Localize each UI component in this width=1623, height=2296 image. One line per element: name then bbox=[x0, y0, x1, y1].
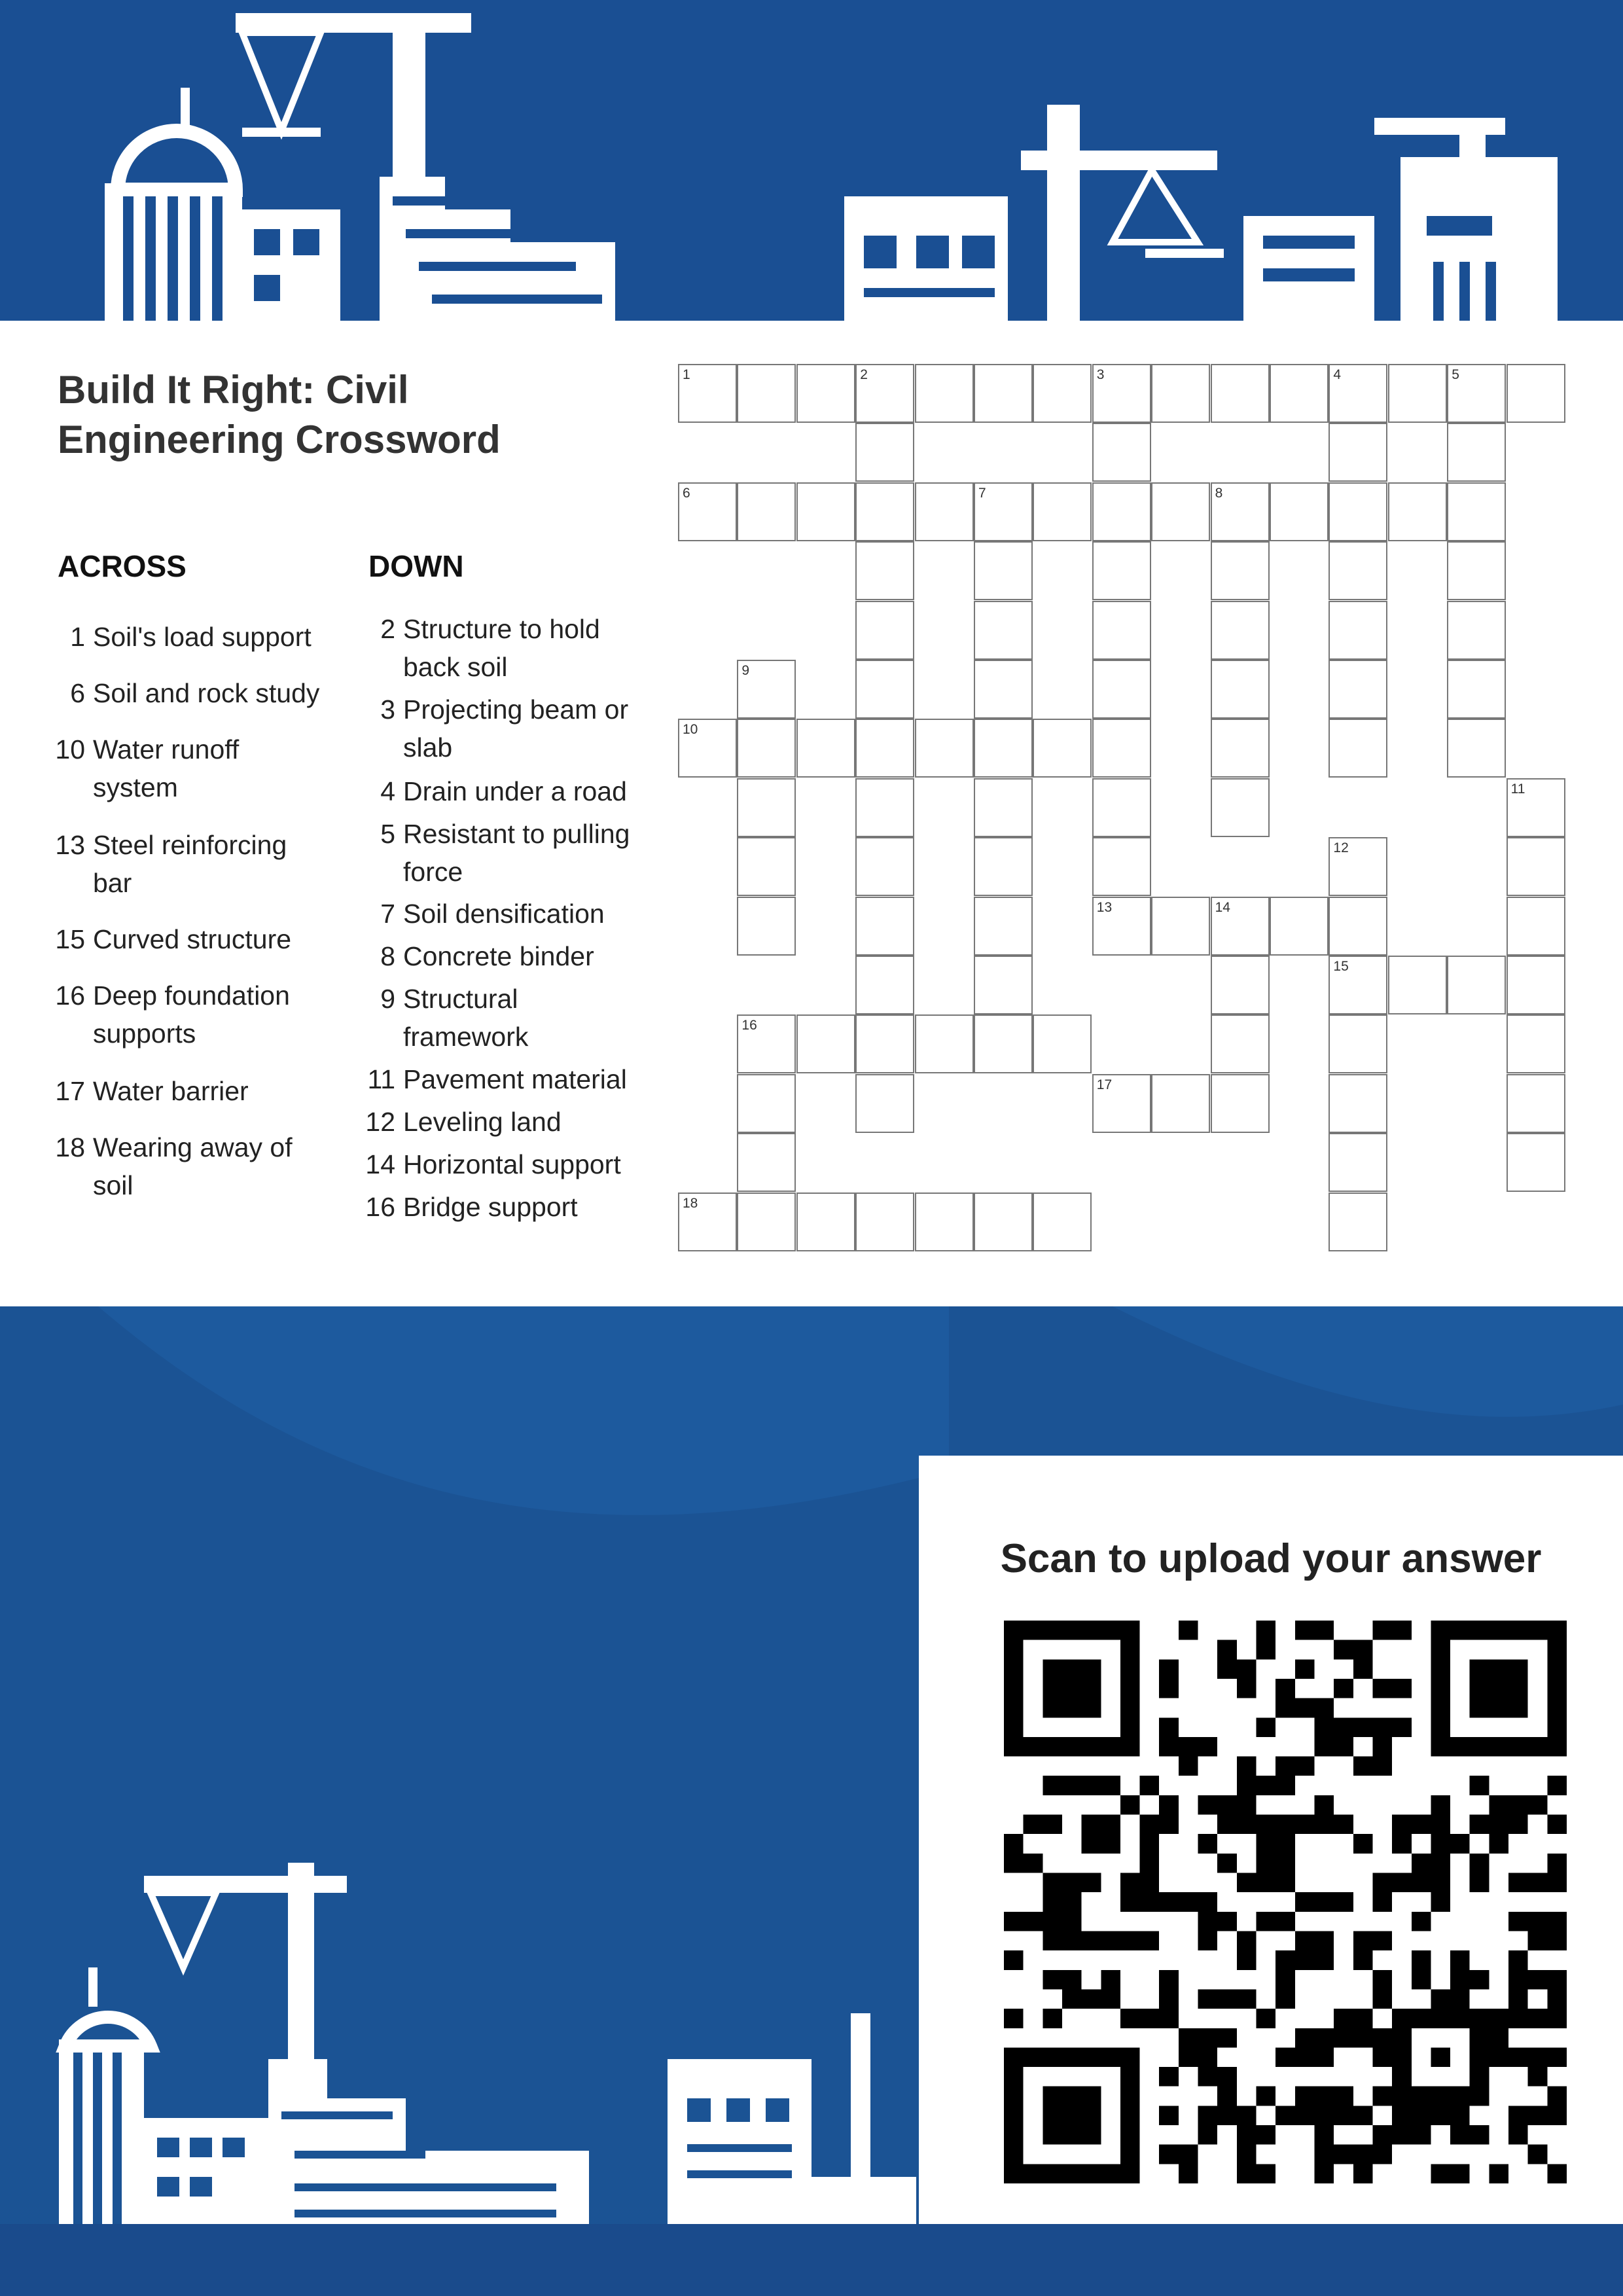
crossword-cell[interactable] bbox=[855, 660, 914, 719]
crossword-cell[interactable] bbox=[915, 1014, 974, 1073]
clue-text: Structure to hold back soil bbox=[403, 614, 600, 682]
down-clue bbox=[356, 980, 592, 1056]
crossword-cell[interactable] bbox=[855, 897, 914, 956]
clue-text: Deep foundation supports bbox=[93, 980, 290, 1049]
clue-number: 9 bbox=[380, 984, 395, 1014]
down-clue bbox=[356, 1060, 670, 1098]
crossword-cell[interactable] bbox=[1329, 482, 1387, 541]
across-heading: ACROSS bbox=[58, 549, 187, 583]
crossword-cell[interactable] bbox=[1092, 364, 1151, 423]
cell-number: 6 bbox=[683, 485, 690, 501]
clue-number: 15 bbox=[55, 924, 85, 954]
crossword-cell[interactable] bbox=[1092, 601, 1151, 660]
crossword-cell[interactable] bbox=[1329, 1014, 1387, 1073]
crossword-cell[interactable] bbox=[678, 719, 737, 778]
crossword-cell[interactable] bbox=[974, 364, 1033, 423]
page-title: Build It Right: Civil Engineering Crossword bbox=[58, 368, 501, 461]
cell-number: 4 bbox=[1333, 367, 1342, 382]
cell-number: 5 bbox=[1452, 367, 1459, 382]
crossword-cell[interactable] bbox=[1447, 956, 1506, 1014]
crossword-cell[interactable] bbox=[1270, 364, 1329, 423]
crossword-cell[interactable] bbox=[1329, 423, 1387, 482]
crossword-cell[interactable] bbox=[1388, 482, 1447, 541]
crossword-cell[interactable] bbox=[1092, 1074, 1151, 1133]
clue-number: 4 bbox=[380, 776, 395, 806]
clue-number: 6 bbox=[70, 678, 85, 708]
across-clue bbox=[46, 977, 327, 1052]
crossword-cell[interactable] bbox=[678, 1193, 737, 1251]
crossword-cell[interactable] bbox=[974, 660, 1033, 719]
clue-number: 7 bbox=[380, 899, 395, 929]
crossword-cell[interactable] bbox=[1211, 364, 1270, 423]
clue-text: Soil's load support bbox=[93, 622, 312, 652]
crossword-cell[interactable] bbox=[974, 719, 1033, 778]
crossword-cell[interactable] bbox=[855, 1014, 914, 1073]
cell-number: 7 bbox=[978, 485, 986, 501]
crossword-cell[interactable] bbox=[1447, 423, 1506, 482]
crossword-cell[interactable] bbox=[737, 1074, 796, 1133]
crossword-cell[interactable] bbox=[1507, 364, 1565, 423]
crossword-cell[interactable] bbox=[1211, 541, 1270, 600]
crossword-cell[interactable] bbox=[915, 719, 974, 778]
top-banner bbox=[0, 0, 1623, 321]
crossword-cell[interactable] bbox=[974, 837, 1033, 896]
crossword-cell[interactable] bbox=[1329, 837, 1387, 896]
clue-number: 16 bbox=[365, 1192, 395, 1222]
crossword-cell[interactable] bbox=[974, 482, 1033, 541]
crossword-cell[interactable] bbox=[1507, 956, 1565, 1014]
clue-text: Horizontal support bbox=[403, 1149, 621, 1179]
crossword-cell[interactable] bbox=[1211, 897, 1270, 956]
crossword-cell[interactable] bbox=[737, 897, 796, 956]
crossword-cell[interactable] bbox=[855, 837, 914, 896]
crossword-cell[interactable] bbox=[1447, 601, 1506, 660]
clue-text: Soil densification bbox=[403, 899, 605, 929]
crossword-cell[interactable] bbox=[855, 601, 914, 660]
clue-text: Structural framework bbox=[403, 984, 529, 1052]
crossword-cell[interactable] bbox=[974, 1014, 1033, 1073]
crossword-cell[interactable] bbox=[915, 364, 974, 423]
clue-number: 3 bbox=[380, 694, 395, 725]
clue-number: 16 bbox=[55, 980, 85, 1011]
crossword-cell[interactable] bbox=[1447, 541, 1506, 600]
crossword-cell[interactable] bbox=[1507, 778, 1565, 837]
crossword-cell[interactable] bbox=[737, 660, 796, 719]
crossword-cell[interactable] bbox=[1507, 1014, 1565, 1073]
crossword-cell[interactable] bbox=[855, 1074, 914, 1133]
cell-number: 17 bbox=[1096, 1077, 1113, 1092]
crossword-cell[interactable] bbox=[1329, 719, 1387, 778]
crossword-cell[interactable] bbox=[1329, 1193, 1387, 1251]
clue-text: Resistant to pulling force bbox=[403, 819, 630, 887]
crossword-cell[interactable] bbox=[1388, 956, 1447, 1014]
crossword-grid bbox=[678, 364, 1565, 1255]
crossword-cell[interactable] bbox=[1211, 1014, 1270, 1073]
clue-text: Bridge support bbox=[403, 1192, 578, 1222]
down-heading: DOWN bbox=[368, 549, 464, 583]
clue-text: Projecting beam or slab bbox=[403, 694, 629, 762]
crossword-cell[interactable] bbox=[1092, 719, 1151, 778]
crossword-cell[interactable] bbox=[855, 423, 914, 482]
down-clue bbox=[356, 1145, 670, 1183]
down-clue bbox=[356, 895, 670, 933]
crossword-cell[interactable] bbox=[855, 482, 914, 541]
crossword-cell[interactable] bbox=[974, 897, 1033, 956]
crossword-cell[interactable] bbox=[1092, 837, 1151, 896]
footer-strip bbox=[0, 2224, 1623, 2296]
down-clue bbox=[356, 691, 664, 766]
crossword-cell[interactable] bbox=[855, 719, 914, 778]
clue-text: Soil and rock study bbox=[93, 678, 320, 708]
crossword-cell[interactable] bbox=[737, 837, 796, 896]
qr-caption: Scan to upload your answer bbox=[1000, 1536, 1542, 1581]
across-clue bbox=[46, 674, 353, 712]
crossword-cell[interactable] bbox=[1329, 660, 1387, 719]
crossword-cell[interactable] bbox=[737, 1014, 796, 1073]
down-clue bbox=[356, 937, 670, 975]
down-clue bbox=[356, 1103, 670, 1141]
crossword-cell[interactable] bbox=[915, 1193, 974, 1251]
crossword-cell[interactable] bbox=[1447, 660, 1506, 719]
cell-number: 13 bbox=[1096, 899, 1113, 915]
crossword-cell[interactable] bbox=[855, 956, 914, 1014]
clue-number: 1 bbox=[70, 622, 85, 652]
cell-number: 14 bbox=[1215, 899, 1230, 915]
clue-text: Concrete binder bbox=[403, 941, 594, 971]
cell-number: 12 bbox=[1333, 840, 1349, 856]
crossword-cell[interactable] bbox=[1447, 364, 1506, 423]
clue-text: Drain under a road bbox=[403, 776, 627, 806]
crossword-cell[interactable] bbox=[737, 1193, 796, 1251]
crossword-cell[interactable] bbox=[1033, 719, 1092, 778]
crossword-cell[interactable] bbox=[1092, 423, 1151, 482]
across-clue bbox=[46, 618, 353, 656]
crossword-cell[interactable] bbox=[974, 601, 1033, 660]
crossword-cell[interactable] bbox=[737, 778, 796, 837]
crossword-cell[interactable] bbox=[1507, 837, 1565, 896]
crossword-cell[interactable] bbox=[1092, 778, 1151, 837]
clue-number: 10 bbox=[55, 734, 85, 764]
crossword-cell[interactable] bbox=[1092, 897, 1151, 956]
crossword-cell[interactable] bbox=[737, 364, 796, 423]
down-clue bbox=[356, 772, 670, 810]
crossword-cell[interactable] bbox=[1211, 660, 1270, 719]
crossword-cell[interactable] bbox=[737, 719, 796, 778]
cell-number: 18 bbox=[683, 1195, 698, 1211]
cell-number: 9 bbox=[741, 663, 750, 678]
crossword-cell[interactable] bbox=[796, 1193, 855, 1251]
crossword-cell[interactable] bbox=[1033, 364, 1092, 423]
crossword-cell[interactable] bbox=[796, 719, 855, 778]
crossword-cell[interactable] bbox=[974, 1193, 1033, 1251]
crossword-cell[interactable] bbox=[1329, 601, 1387, 660]
clue-number: 13 bbox=[55, 830, 85, 860]
crossword-cell[interactable] bbox=[1329, 1133, 1387, 1192]
crossword-cell[interactable] bbox=[1211, 601, 1270, 660]
crossword-cell[interactable] bbox=[1151, 897, 1210, 956]
across-clue bbox=[46, 826, 321, 902]
down-clue bbox=[356, 815, 670, 891]
crossword-cell[interactable] bbox=[678, 482, 737, 541]
construction-skyline-illustration bbox=[0, 0, 1623, 321]
crossword-cell[interactable] bbox=[1447, 719, 1506, 778]
across-clue bbox=[46, 730, 268, 806]
across-clue bbox=[46, 1128, 327, 1204]
crossword-cell[interactable] bbox=[974, 778, 1033, 837]
crossword-cell[interactable] bbox=[1092, 541, 1151, 600]
crossword-cell[interactable] bbox=[1329, 897, 1387, 956]
crossword-cell[interactable] bbox=[855, 778, 914, 837]
cell-number: 15 bbox=[1333, 959, 1349, 974]
crossword-cell[interactable] bbox=[1507, 1074, 1565, 1133]
crossword-cell[interactable] bbox=[1092, 660, 1151, 719]
cell-number: 11 bbox=[1510, 781, 1525, 797]
cell-number: 16 bbox=[741, 1018, 757, 1033]
crossword-cell[interactable] bbox=[855, 364, 914, 423]
crossword-cell[interactable] bbox=[1329, 956, 1387, 1014]
clue-number: 17 bbox=[55, 1076, 85, 1106]
crossword-cell[interactable] bbox=[974, 956, 1033, 1014]
crossword-cell[interactable] bbox=[974, 541, 1033, 600]
qr-code[interactable] bbox=[1004, 1621, 1567, 2183]
crossword-cell[interactable] bbox=[1151, 482, 1210, 541]
crossword-cell[interactable] bbox=[1033, 482, 1092, 541]
clue-number: 12 bbox=[365, 1107, 395, 1137]
crossword-cell[interactable] bbox=[1033, 1193, 1092, 1251]
clue-text: Steel reinforcing bar bbox=[93, 830, 287, 898]
crossword-cell[interactable] bbox=[1270, 482, 1329, 541]
across-clue bbox=[46, 920, 353, 958]
clue-number: 14 bbox=[365, 1149, 395, 1179]
clue-text: Leveling land bbox=[403, 1107, 562, 1137]
crossword-cell[interactable] bbox=[1270, 897, 1329, 956]
crossword-cell[interactable] bbox=[915, 482, 974, 541]
crossword-cell[interactable] bbox=[796, 482, 855, 541]
clue-number: 2 bbox=[380, 614, 395, 644]
crossword-cell[interactable] bbox=[1507, 1133, 1565, 1192]
clue-number: 5 bbox=[380, 819, 395, 849]
crossword-cell[interactable] bbox=[737, 482, 796, 541]
crossword-cell[interactable] bbox=[1151, 1074, 1210, 1133]
crossword-cell[interactable] bbox=[1211, 1074, 1270, 1133]
cell-number: 10 bbox=[683, 722, 698, 738]
crossword-cell[interactable] bbox=[1447, 482, 1506, 541]
cell-number: 2 bbox=[860, 367, 868, 382]
crossword-cell[interactable] bbox=[855, 541, 914, 600]
clue-text: Pavement material bbox=[403, 1064, 627, 1094]
crossword-cell[interactable] bbox=[1388, 364, 1447, 423]
clue-text: Water barrier bbox=[93, 1076, 249, 1106]
crossword-cell[interactable] bbox=[796, 364, 855, 423]
clue-text: Water runoff system bbox=[93, 734, 240, 802]
crossword-cell[interactable] bbox=[1211, 778, 1270, 837]
crossword-cell[interactable] bbox=[1507, 897, 1565, 956]
crossword-cell[interactable] bbox=[1092, 482, 1151, 541]
crossword-cell[interactable] bbox=[678, 364, 737, 423]
crossword-cell[interactable] bbox=[796, 1014, 855, 1073]
crossword-cell[interactable] bbox=[855, 1193, 914, 1251]
crossword-cell[interactable] bbox=[1329, 541, 1387, 600]
qr-upload-card bbox=[919, 1456, 1623, 2224]
crossword-cell[interactable] bbox=[1211, 482, 1270, 541]
crossword-cell[interactable] bbox=[1211, 719, 1270, 778]
crossword-cell[interactable] bbox=[1033, 1014, 1092, 1073]
crossword-cell[interactable] bbox=[1329, 1074, 1387, 1133]
crossword-cell[interactable] bbox=[1211, 956, 1270, 1014]
clue-number: 18 bbox=[55, 1132, 85, 1162]
crossword-cell[interactable] bbox=[1151, 364, 1210, 423]
clue-number: 8 bbox=[380, 941, 395, 971]
clue-number: 11 bbox=[367, 1064, 395, 1094]
crossword-cell[interactable] bbox=[737, 1133, 796, 1192]
down-clue bbox=[356, 1188, 670, 1226]
clue-text: Wearing away of soil bbox=[93, 1132, 293, 1200]
down-clue bbox=[356, 610, 644, 686]
cell-number: 3 bbox=[1096, 367, 1105, 382]
clue-text: Curved structure bbox=[93, 924, 292, 954]
crossword-cell[interactable] bbox=[1329, 364, 1387, 423]
across-clue bbox=[46, 1072, 353, 1110]
cell-number: 1 bbox=[683, 367, 690, 382]
cell-number: 8 bbox=[1215, 485, 1223, 501]
